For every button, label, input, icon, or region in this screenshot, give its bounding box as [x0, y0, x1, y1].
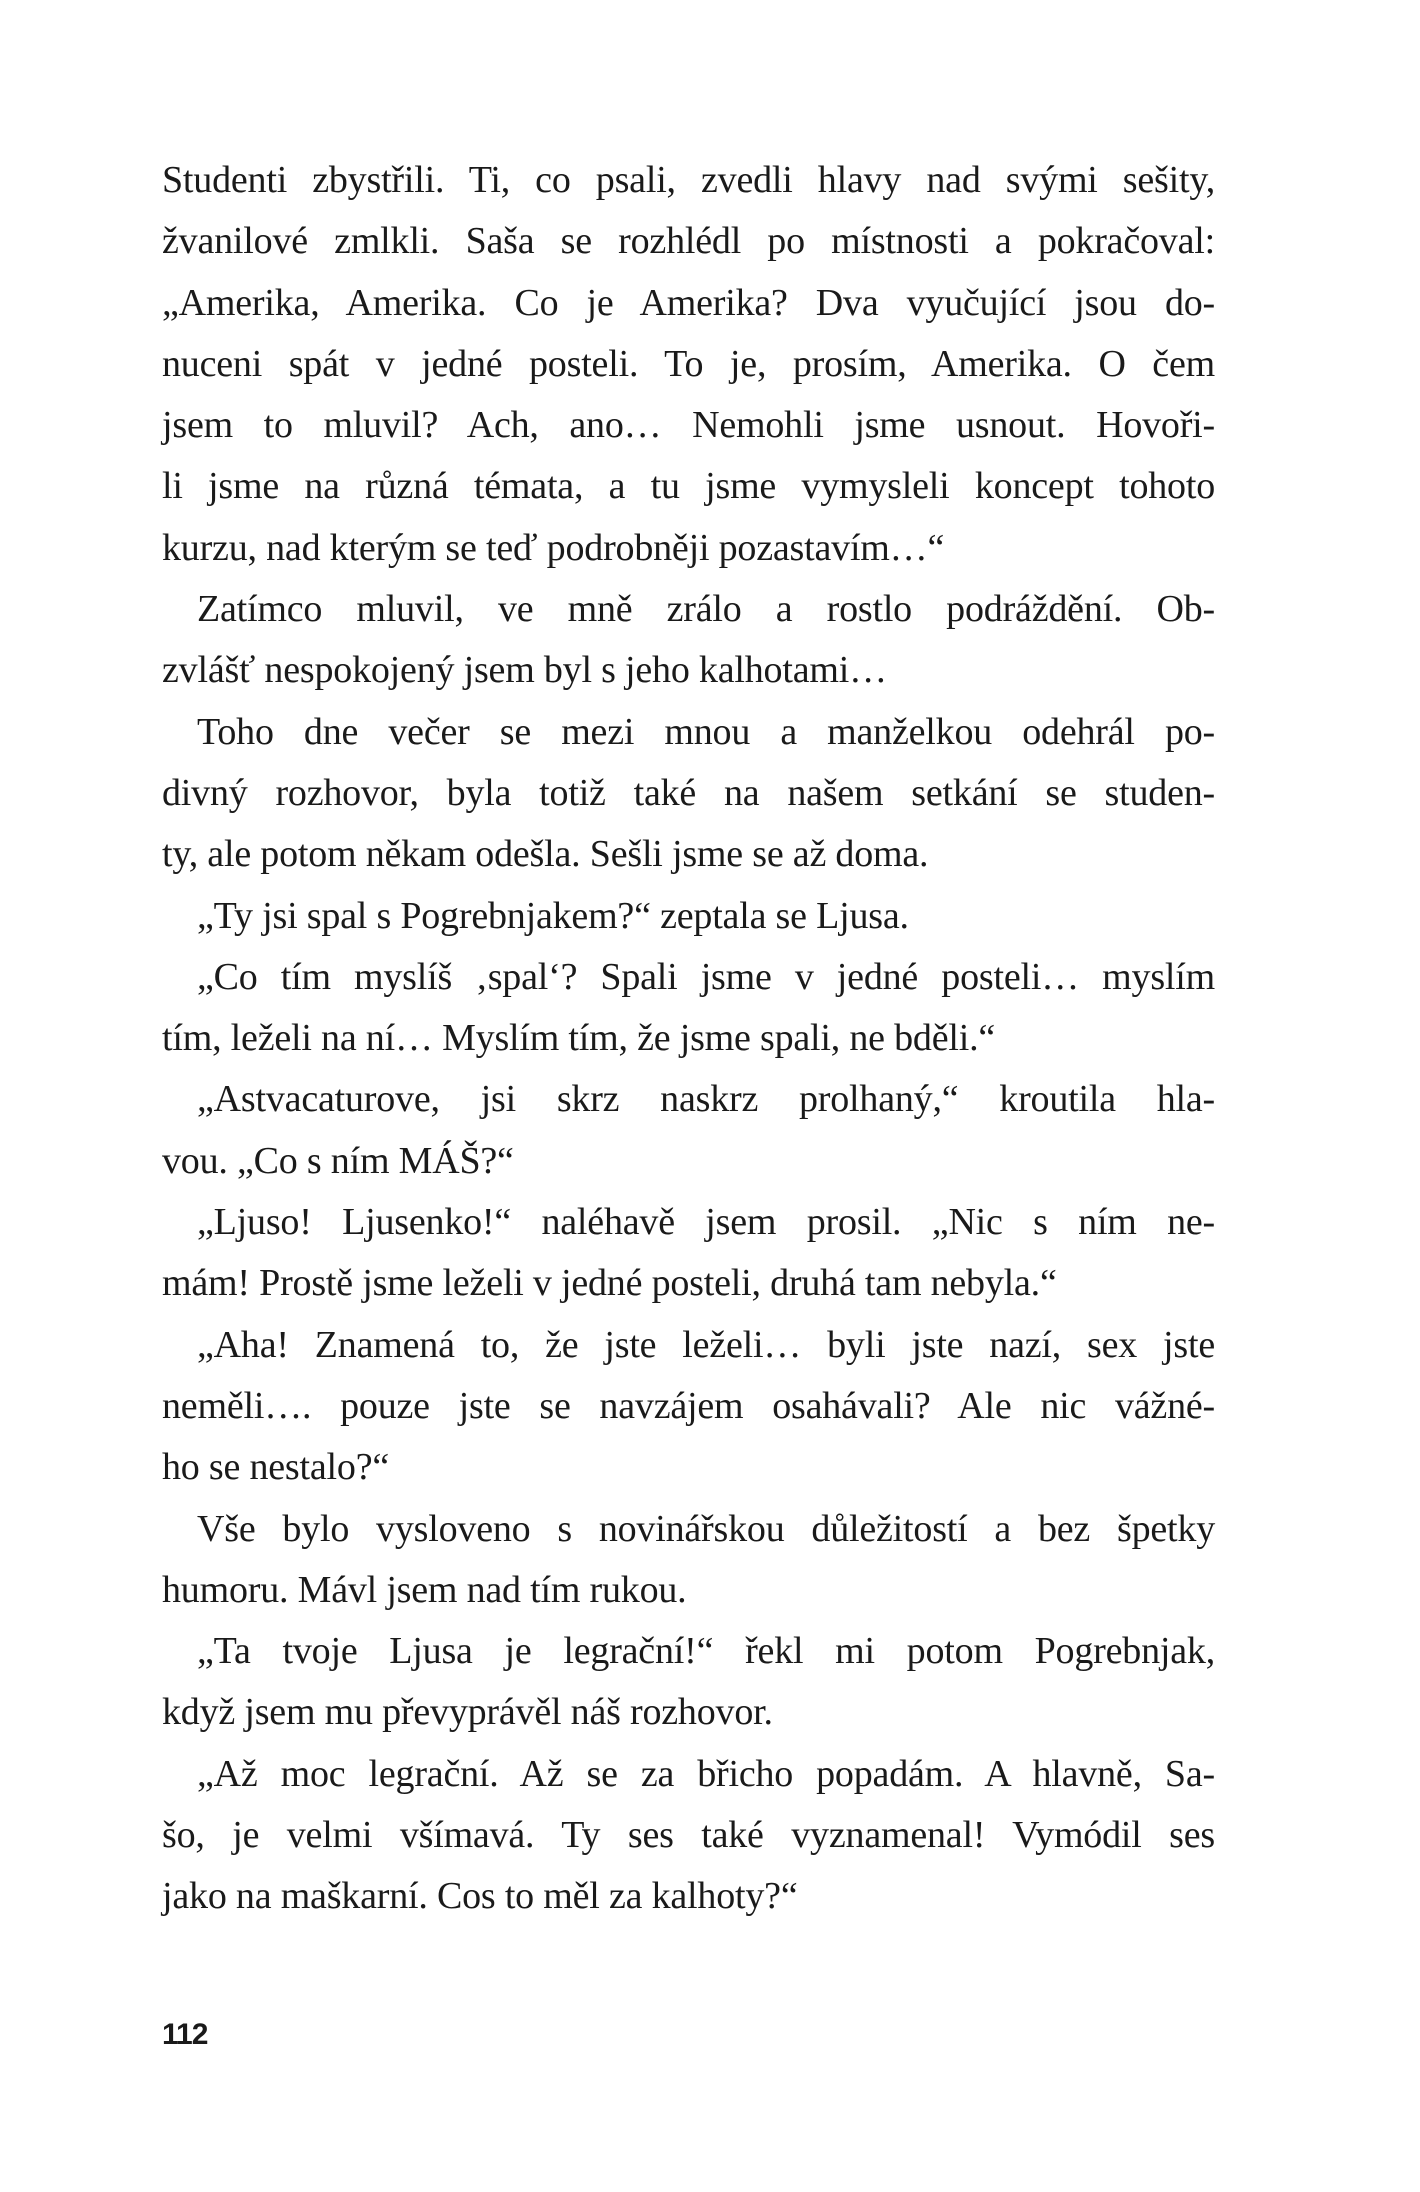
text-line: mám! Prostě jsme leželi v jedné posteli, druhá tam nebyla.“: [162, 1262, 1057, 1305]
text-line: zvlášť nespokojený jsem byl s jeho kalhotami…: [162, 649, 887, 692]
text-line: kurzu, nad kterým se teď podrobněji pozastavím…“: [162, 526, 945, 569]
text-line: „Aha! Znamená to, že jste leželi… byli jste nazí, sex jste: [197, 1323, 1215, 1366]
text-line: „Co tím myslíš ‚spal‘? Spali jsme v jedné posteli… myslím: [197, 955, 1215, 998]
text-line: ty, ale potom někam odešla. Sešli jsme se až doma.: [162, 833, 929, 876]
page-number: 112: [162, 2018, 208, 2051]
text-line: li jsme na různá témata, a tu jsme vymysleli koncept tohoto: [162, 465, 1215, 508]
text-line: šo, je velmi všímavá. Ty ses také vyznamenal! Vymódil ses: [162, 1814, 1215, 1857]
text-line: žvanilové zmlkli. Saša se rozhlédl po místnosti a pokračoval:: [162, 220, 1215, 263]
text-line: humoru. Mávl jsem nad tím rukou.: [162, 1568, 687, 1611]
text-line: Studenti zbystřili. Ti, co psali, zvedli hlavy nad svými sešity,: [162, 159, 1215, 201]
text-line: jako na maškarní. Cos to měl za kalhoty?“: [162, 1875, 798, 1918]
text-line: tím, leželi na ní… Myslím tím, že jsme spali, ne bděli.“: [162, 1017, 996, 1060]
text-line: divný rozhovor, byla totiž také na našem setkání se studen-: [162, 771, 1215, 814]
text-line: Zatímco mluvil, ve mně zrálo a rostlo podráždění. Ob-: [197, 588, 1215, 631]
text-line: vou. „Co s ním MÁŠ?“: [162, 1139, 514, 1182]
text-line: Vše bylo vysloveno s novinářskou důležitostí a bez špetky: [197, 1507, 1215, 1550]
text-line: nuceni spát v jedné posteli. To je, prosím, Amerika. O čem: [162, 342, 1215, 385]
text-line: „Astvacaturove, jsi skrz naskrz prolhaný,“ kroutila hla-: [197, 1078, 1215, 1121]
text-line: Toho dne večer se mezi mnou a manželkou odehrál po-: [197, 710, 1215, 753]
text-line: jsem to mluvil? Ach, ano… Nemohli jsme usnout. Hovoři-: [162, 404, 1215, 447]
body-text: [162, 150, 1215, 1928]
text-line: ho se nestalo?“: [162, 1446, 390, 1489]
text-line: „Až moc legrační. Až se za břicho popadám. A hlavně, Sa-: [197, 1752, 1215, 1795]
text-line: „Ta tvoje Ljusa je legrační!“ řekl mi potom Pogrebnjak,: [197, 1630, 1215, 1673]
text-line: když jsem mu převyprávěl náš rozhovor.: [162, 1691, 773, 1734]
text-line: „Amerika, Amerika. Co je Amerika? Dva vyučující jsou do-: [162, 281, 1215, 324]
text-line: „Ty jsi spal s Pogrebnjakem?“ zeptala se Ljusa.: [197, 894, 909, 937]
text-line: „Ljuso! Ljusenko!“ naléhavě jsem prosil. „Nic s ním ne-: [197, 1201, 1215, 1244]
text-line: neměli…. pouze jste se navzájem osahávali? Ale nic vážné-: [162, 1384, 1215, 1427]
